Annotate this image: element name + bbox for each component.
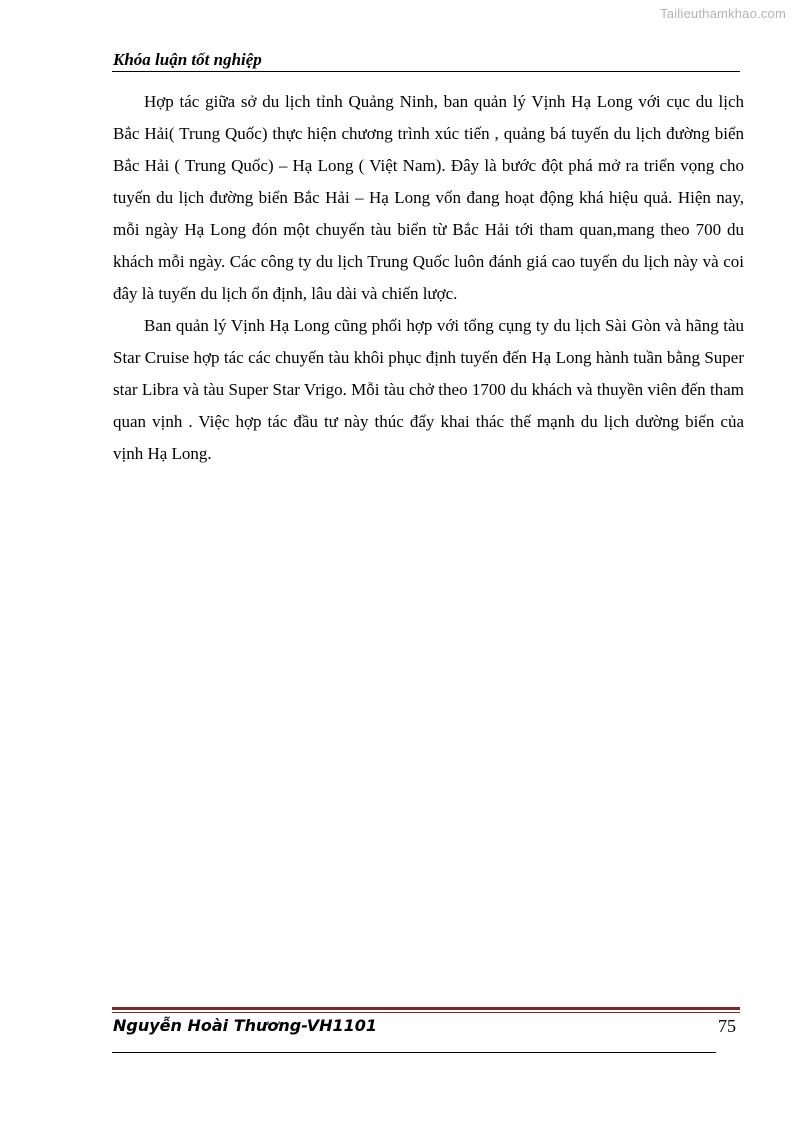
page-number: 75 [718,1016,736,1036]
paragraph-1: Hợp tác giữa sở du lịch tỉnh Quảng Ninh, ban quản lý Vịnh Hạ Long với cục du lịch Bắc Hải( Trung Quốc) thực hiện chương trình xúc tiến , quảng bá tuyến du lịch đường biển Bắc Hải ( Trung Quốc) – Hạ Long ( Việt Nam). Đây là bước đột phá mở ra triển vọng cho tuyến du lịch đường biển Bắc Hải – Hạ Long vốn đang hoạt động khá hiệu quả. Hiện nay, mỗi ngày Hạ Long đón một chuyến tàu biển từ Bắc Hải tới tham quan,mang theo 700 du khách mỗi ngày. Các công ty du lịch Trung Quốc luôn đánh giá cao tuyến du lịch này và coi đây là tuyến du lịch ổn định, lâu dài và chiến lược. [113,92,744,303]
watermark: Tailieuthamkhao.com [660,6,786,21]
header-rule [112,71,740,72]
footer-author: Nguyễn Hoài Thương-VH1101 [113,1016,378,1035]
body-text [113,86,744,470]
footer-rule-bottom [112,1052,716,1053]
footer-rule-thin [112,1012,740,1013]
footer-rule-thick [112,1007,740,1010]
page-header-title: Khóa luận tốt nghiệp [113,50,262,69]
paragraph-2: Ban quản lý Vịnh Hạ Long cũng phối hợp với tổng cụng ty du lịch Sài Gòn và hãng tàu Star Cruise hợp tác các chuyến tàu khôi phục định tuyến đến Hạ Long hành tuần bằng Super star Libra và tàu Super Star Vrigo. Mỗi tàu chở theo 1700 du khách và thuyền viên đến tham quan vịnh . Việc hợp tác đầu tư này thúc đẩy khai thác thế mạnh du lịch dường biển của vịnh Hạ Long. [113,316,744,463]
